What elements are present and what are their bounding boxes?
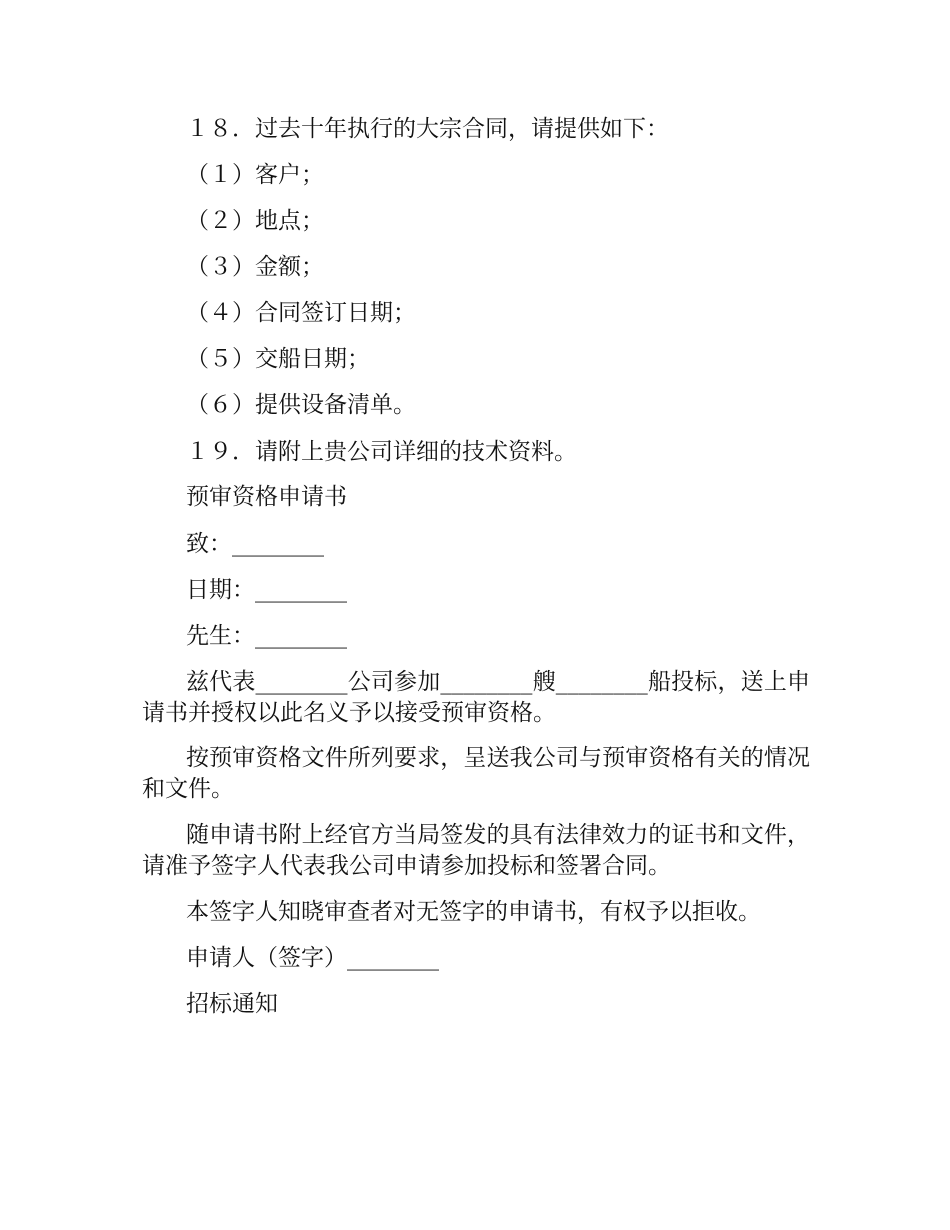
item-18: １８．过去十年执行的大宗合同，请提供如下： bbox=[186, 116, 669, 142]
signature-line: 申请人（签字）________ bbox=[186, 945, 439, 971]
next-section-heading: 招标通知 bbox=[186, 991, 278, 1017]
salutation-line: 先生：________ bbox=[186, 623, 347, 649]
item-client: （１）客户； bbox=[186, 162, 324, 188]
item-equipment-list: （６）提供设备清单。 bbox=[186, 392, 416, 418]
to-line: 致：________ bbox=[186, 531, 324, 557]
item-location: （２）地点； bbox=[186, 208, 324, 234]
paragraph-certificates: 随申请书附上经官方当局签发的具有法律效力的证书和文件，请准予签字人代表我公司申请参加投标和签署合同。 bbox=[142, 822, 810, 879]
item-contract-date: （４）合同签订日期； bbox=[186, 300, 416, 326]
item-19: １９．请附上贵公司详细的技术资料。 bbox=[186, 439, 577, 465]
item-delivery-date: （５）交船日期； bbox=[186, 346, 370, 372]
paragraph-representation: 兹代表________公司参加________艘________船投标，送上申请书并授权以此名义予以接受预审资格。 bbox=[142, 669, 810, 726]
notice-line: 本签字人知晓审查者对无签字的申请书，有权予以拒收。 bbox=[186, 899, 761, 925]
form-title: 预审资格申请书 bbox=[186, 484, 347, 510]
item-amount: （３）金额； bbox=[186, 254, 324, 280]
date-line: 日期：________ bbox=[186, 577, 347, 603]
paragraph-requirements: 按预审资格文件所列要求，呈送我公司与预审资格有关的情况和文件。 bbox=[142, 745, 810, 802]
